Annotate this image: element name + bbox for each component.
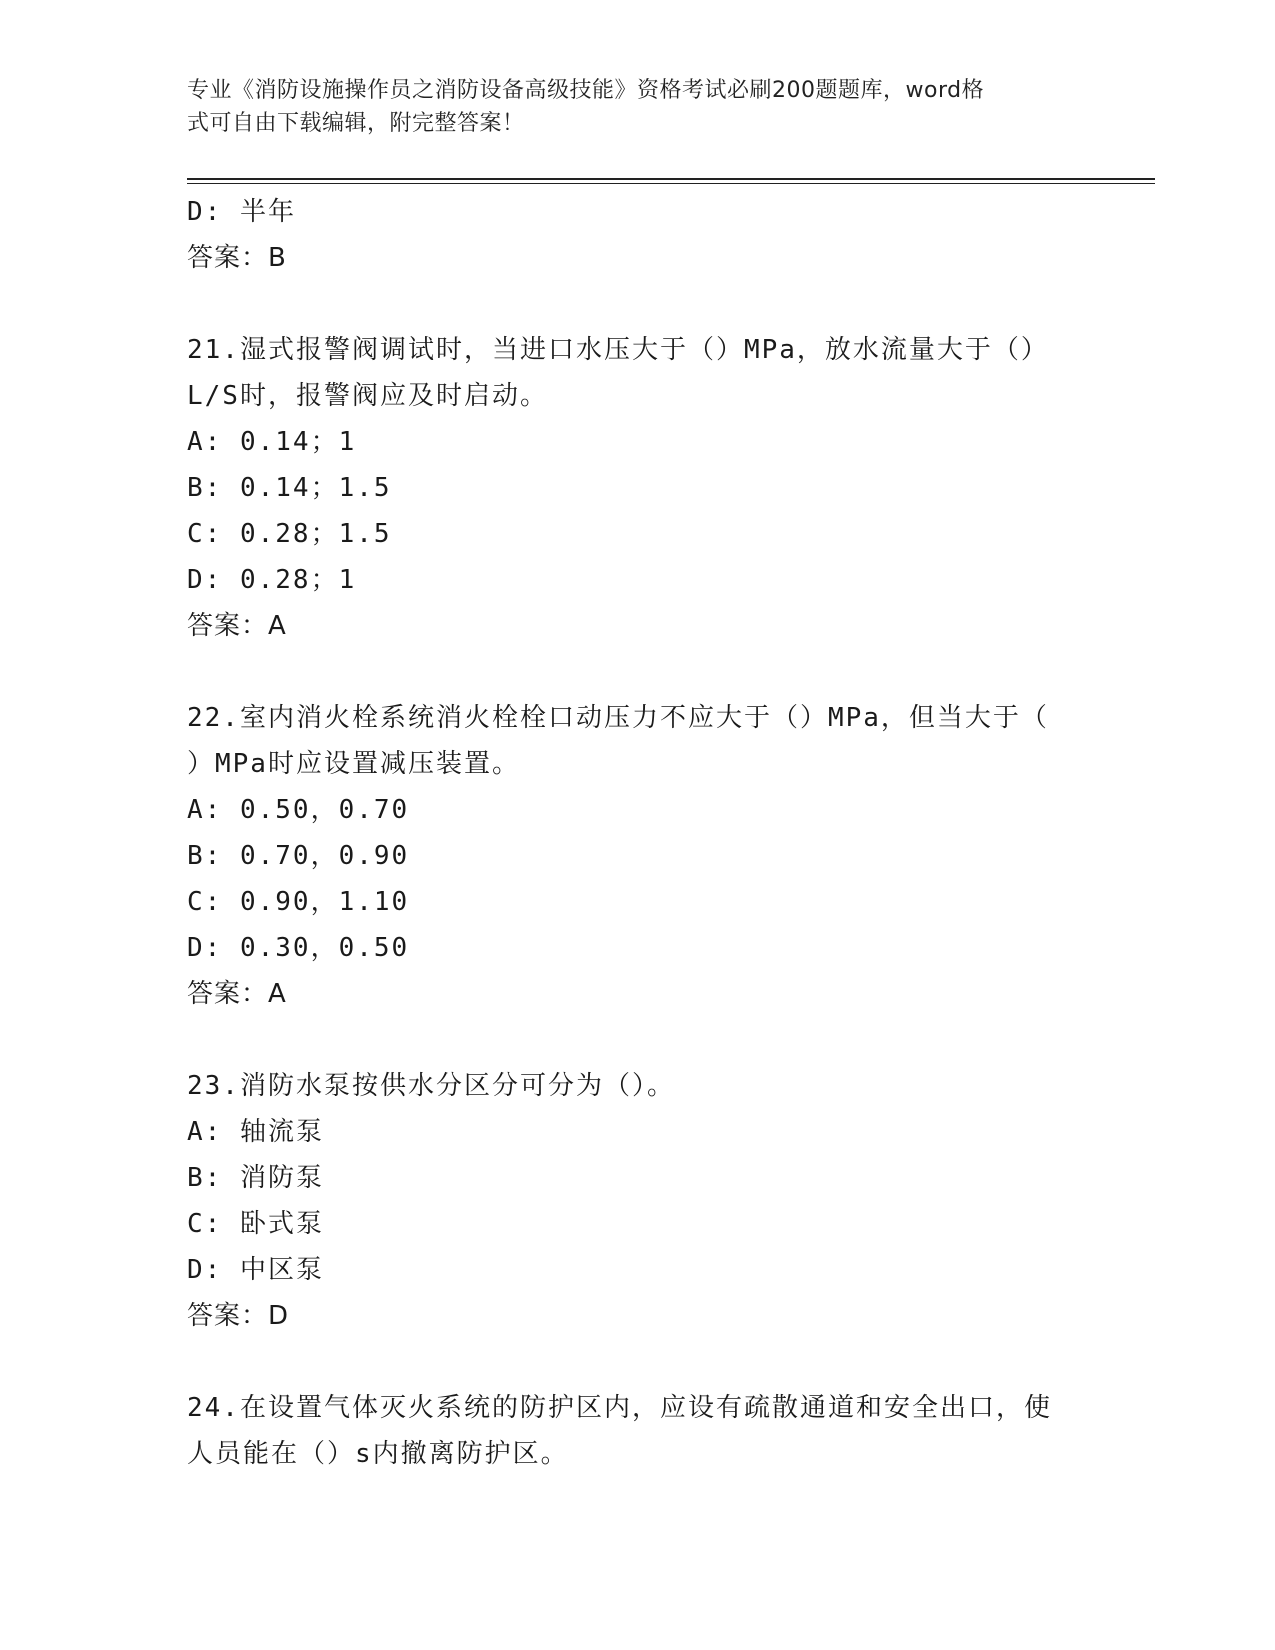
option-b: B: 0.70，0.90 (187, 841, 410, 871)
question-text-line: 22.室内消火栓系统消火栓栓口动压力不应大于（）MPa，但当大于（ (187, 703, 1049, 733)
question-24 (187, 1385, 1087, 1477)
option-a: A: 0.50，0.70 (187, 795, 410, 825)
question-text-line: 24.在设置气体灭火系统的防护区内，应设有疏散通道和安全出口，使 (187, 1393, 1052, 1423)
header-line-2: 式可自由下载编辑，附完整答案！ (187, 111, 525, 136)
option-d: D: 0.28；1 (187, 565, 357, 595)
answer-line: 答案：A (187, 979, 287, 1009)
question-text-line: L/S时，报警阀应及时启动。 (187, 381, 548, 411)
spacer (187, 281, 1087, 327)
spacer (187, 1339, 1087, 1385)
option-c: C: 0.90，1.10 (187, 887, 410, 917)
option-d: D: 中区泵 (187, 1255, 324, 1285)
option-d: D: 半年 (187, 197, 296, 227)
answer-line: 答案：B (187, 243, 287, 273)
option-a: A: 0.14；1 (187, 427, 357, 457)
previous-question-tail (187, 189, 1087, 281)
question-text-line: ）MPa时应设置减压装置。 (187, 749, 520, 779)
header-divider-thick (187, 178, 1155, 180)
question-22 (187, 695, 1087, 1017)
option-a: A: 轴流泵 (187, 1117, 324, 1147)
answer-line: 答案：D (187, 1301, 290, 1331)
question-23 (187, 1063, 1087, 1339)
spacer (187, 1017, 1087, 1063)
question-text-line: 21.湿式报警阀调试时，当进口水压大于（）MPa，放水流量大于（） (187, 335, 1049, 365)
question-text-line: 人员能在（）s内撤离防护区。 (187, 1439, 569, 1469)
answer-line: 答案：A (187, 611, 287, 641)
document-header (187, 74, 1067, 140)
option-b: B: 消防泵 (187, 1163, 324, 1193)
spacer (187, 649, 1087, 695)
header-line-1: 专业《消防设施操作员之消防设备高级技能》资格考试必刷200题题库，word格 (187, 78, 985, 103)
option-d: D: 0.30，0.50 (187, 933, 410, 963)
header-divider-thin (187, 183, 1155, 184)
option-c: C: 卧式泵 (187, 1209, 324, 1239)
option-b: B: 0.14；1.5 (187, 473, 392, 503)
question-list (187, 189, 1087, 1477)
question-21 (187, 327, 1087, 649)
question-text-line: 23.消防水泵按供水分区分可分为（）。 (187, 1071, 675, 1101)
option-c: C: 0.28；1.5 (187, 519, 392, 549)
